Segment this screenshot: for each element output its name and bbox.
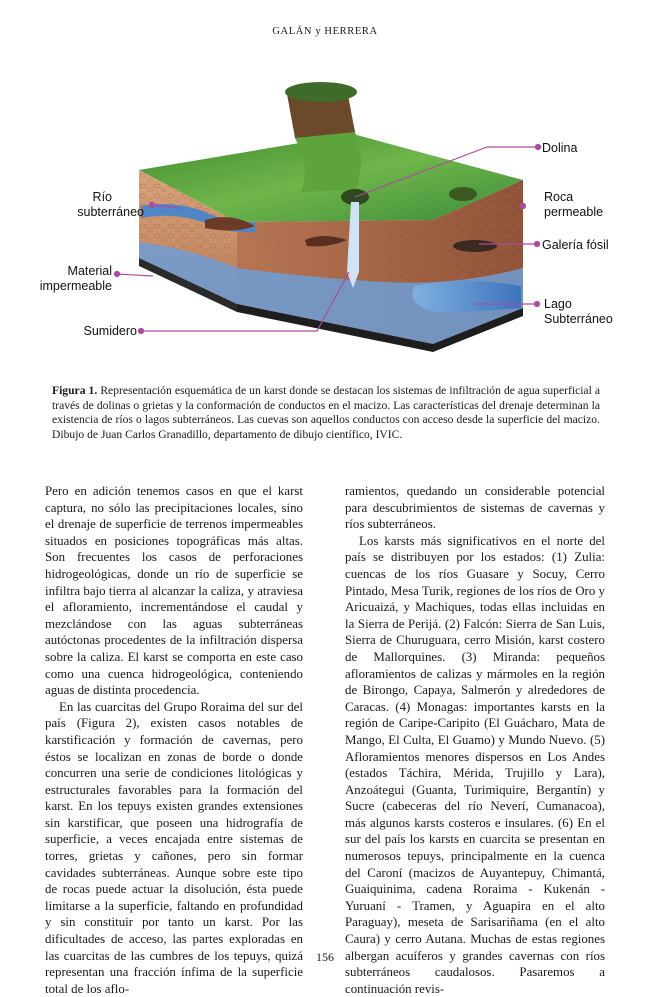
running-head: GALÁN y HERRERA [272, 26, 378, 37]
label-dolina: Dolina [542, 141, 578, 155]
fossil-gallery [453, 240, 497, 252]
karst-illustration [39, 72, 613, 372]
caption-text: Representación esquemática de un karst donde se destacan los sistemas de infiltración de agua superficial a través de dolinas o grietas y la conformación de conductos en el macizo. Las características del drenaje determinan la existencia de ríos o lagos subterráneos. Las cuevas son aquellos conductos con acceso desde la superficie del macizo. Dibujo de Juan Carlos Granadillo, departamento de dibujo científico, IVIC. [52, 384, 600, 441]
label-sumidero: Sumidero [83, 324, 137, 338]
figure-caption [52, 384, 600, 442]
label-lago-line1: Lago [544, 297, 572, 311]
tepuy-vegetation [285, 82, 357, 102]
paragraph: ramientos, quedando un considerable potencial para descubrimientos de sistemas de cavernas y ríos subterráneos. [345, 484, 605, 532]
paragraph: Los karsts más significativos en el norte del país se distribuyen por los estados: (1) Zulia: cuencas de los ríos Guasare y Socuy, Cerro Pintado, Mesa Turik, regiones de los ríos de Oro y Aricuaizá, y Machiques, todas ellas incluidas en la Sierra de Perijá. (2) Falcón: Sierra de San Luis, Sierra de Churuguara, cerro Misión, karst costero de Mallorquines. (3) Miranda: pequeños afloramientos de calizas y mármoles en la región de Birongo, Capaya, Salmerón y alrededores de Caracas. (4) Monagas: importantes karsts en la región de Caripe-Caripito (El Guácharo, Mata de Mango, El Culta, El Guamo) y Mundo Nuevo. (5) Afloramientos menores dispersos en Los Andes (estados Táchira, Mérida, Trujillo y Lara), Anzoátegui (Guanta, Turimiquire, Bergantín) y Sucre (cabeceras del río Neverí, Cumanacoa), más algunos karsts costeros e insulares. (6) En el sur del país los karsts en cuarcita se presentan en numerosos tepuys, principalmente en la cuenca del Caroní (macizos de Auyantepuy, Chimantá, Guaiquinima, cadena Roraima - Kukenán - Yuruaní - Tramen, y Aguapira en el alto Paraguay), meseta de Sarisariñama (en el alto Caura) y cerro Autana. Muchas de estas regiones albergan acuíferos y grandes cavernas con ríos subterráneos caudalosos. Pasaremos a continuación revis- [345, 533, 605, 996]
label-roca-line1: Roca [544, 190, 574, 204]
paragraph: En las cuarcitas del Grupo Roraima del sur del país (Figura 2), existen casos notables de karstificación y formación de cavernas, pero éstos se localizan en zonas de borde o donde concurren una serie de condiciones litológicas y estructurales favorables para la formación del karst. En los tepuys existen grandes extensiones sin karstificar, que poseen una hidrografía de superficie, a veces encajada entre sistemas de torres, grietas y cañones, pero sin formar cavidades subterráneas. Aunque sobre este tipo de rocas puede actuar la disolución, ésta puede limitarse a la superficie, faltando en profundidad y sin constituir por tanto un karst. Por las dificultades de acceso, las partes exploradas en las cuarcitas de las cumbres de los tepuys, quizá representan una fracción ínfima de la superficie total de los aflo- [45, 699, 303, 996]
label-material-line1: Material [67, 264, 112, 278]
body-column-left [45, 483, 303, 997]
label-material-line2: impermeable [39, 279, 112, 293]
label-rio-line2: subterráneo [77, 205, 144, 219]
label-lago-line2: Subterráneo [544, 312, 613, 326]
subterranean-lake [413, 281, 522, 312]
body-column-right [345, 483, 605, 997]
paragraph: Pero en adición tenemos casos en que el karst captura, no sólo las precipitaciones locales, sino el drenaje de superficie de terrenos impermeables situados en posiciones topográficas más altas. Son frecuentes los casos de perforaciones hidrogeológicas, donde un río de superficie se infiltra bajo tierra al alcanzar la caliza, y atraviesa el afloramiento, incrementándose el caudal y mezclándose con las aguas subterráneas autóctonas procedentes de la infiltración dispersa sobre la caliza. El karst se comporta en este caso como una cuenca hidrogeológica, conteniendo aguas de distinta procedencia. [45, 484, 303, 698]
label-galeria: Galería fósil [542, 238, 609, 252]
label-rio-line1: Río [92, 190, 112, 204]
page-number: 156 [316, 950, 334, 964]
caption-label: Figura 1. [52, 384, 98, 397]
label-roca-line2: permeable [544, 205, 604, 219]
